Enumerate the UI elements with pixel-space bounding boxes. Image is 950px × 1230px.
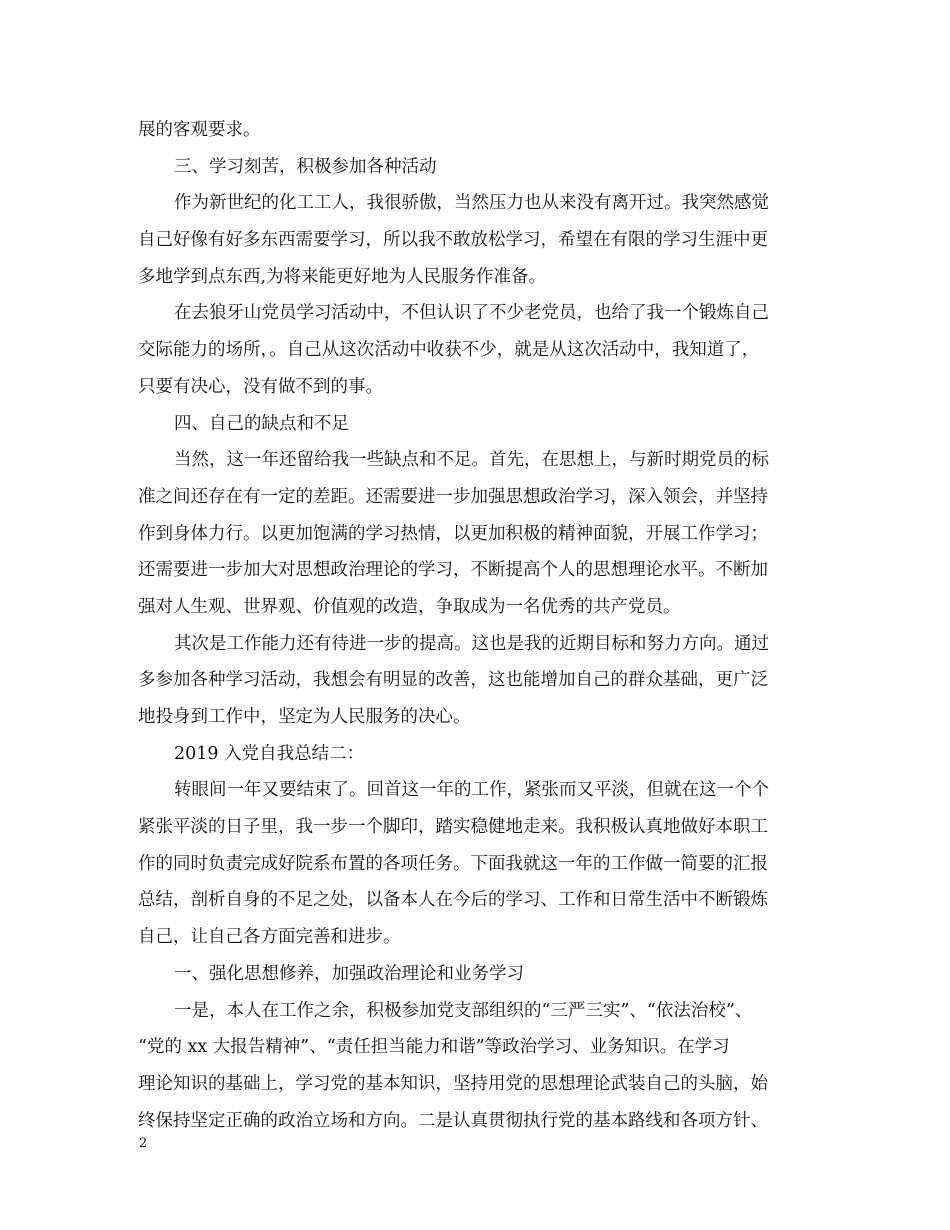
text-line: 作的同时负责完成好院系布置的各项任务。下面我就这一年的工作做一简要的汇报 xyxy=(138,853,768,874)
text-line: 总结，剖析自身的不足之处，以备本人在今后的学习、工作和日常生活中不断锻炼 xyxy=(138,890,768,911)
text-line: 多参加各种学习活动，我想会有明显的改善，这也能增加自己的群众基础，更广泛 xyxy=(138,670,768,691)
text-line: 只要有决心，没有做不到的事。 xyxy=(138,376,383,397)
text-line: 其次是工作能力还有待进一步的提高。这也是我的近期目标和努力方向。通过 xyxy=(174,633,769,654)
text-line: 自己好像有好多东西需要学习，所以我不敢放松学习，希望在有限的学习生涯中更 xyxy=(138,230,768,251)
text-line: “党的 xx 大报告精神”、“责任担当能力和谐”等政治学习、业务知识。在学习 xyxy=(138,1037,730,1058)
document-body xyxy=(138,112,814,1139)
text-line: 三、学习刻苦，积极参加各种活动 xyxy=(174,156,437,177)
text-line: 一是，本人在工作之余，积极参加党支部组织的“三严三实”、“依法治校”、 xyxy=(174,1000,753,1021)
text-line: 展的客观要求。 xyxy=(138,120,261,140)
text-line: 四、自己的缺点和不足 xyxy=(174,413,349,434)
text-line: 交际能力的场所，。自己从这次活动中收获不少，就是从这次活动中，我知道了， xyxy=(138,340,760,361)
text-line: 终保持坚定正确的政治立场和方向。二是认真贯彻执行党的基本路线和各项方针、 xyxy=(138,1110,768,1131)
text-line: 作到身体力行。以更加饱满的学习热情，以更加积极的精神面貌，开展工作学习； xyxy=(138,523,768,544)
text-line: 理论知识的基础上，学习党的基本知识，坚持用党的思想理论武装自己的头脑，始 xyxy=(138,1073,768,1094)
page-number: 2 xyxy=(139,1136,148,1151)
text-line: 还需要进一步加大对思想政治理论的学习，不断提高个人的思想理论水平。不断加 xyxy=(138,560,768,581)
text-line: 一、强化思想修养，加强政治理论和业务学习 xyxy=(174,963,524,984)
text-line: 自己，让自己各方面完善和进步。 xyxy=(138,927,401,948)
text-line: 多地学到点东西,为将来能更好地为人民服务作准备。 xyxy=(138,266,547,287)
text-line: 作为新世纪的化工工人，我很骄傲，当然压力也从来没有离开过。我突然感觉 xyxy=(174,193,769,214)
text-line: 在去狼牙山党员学习活动中，不但认识了不少老党员，也给了我一个锻炼自己 xyxy=(174,303,769,324)
text-line: 紧张平淡的日子里，我一步一个脚印，踏实稳健地走来。我积极认真地做好本职工 xyxy=(138,817,768,838)
text-line: 地投身到工作中，坚定为人民服务的决心。 xyxy=(138,707,471,727)
text-line: 强对人生观、世界观、价值观的改造，争取成为一名优秀的共产党员。 xyxy=(138,596,681,617)
text-line: 2019 入党自我总结二： xyxy=(174,743,365,764)
text-line: 转眼间一年又要结束了。回首这一年的工作，紧张而又平淡，但就在这一个个 xyxy=(174,780,769,801)
text-line: 当然，这一年还留给我一些缺点和不足。首先，在思想上，与新时期党员的标 xyxy=(174,450,769,471)
text-line: 准之间还存在有一定的差距。还需要进一步加强思想政治学习，深入领会，并坚持 xyxy=(138,486,768,507)
